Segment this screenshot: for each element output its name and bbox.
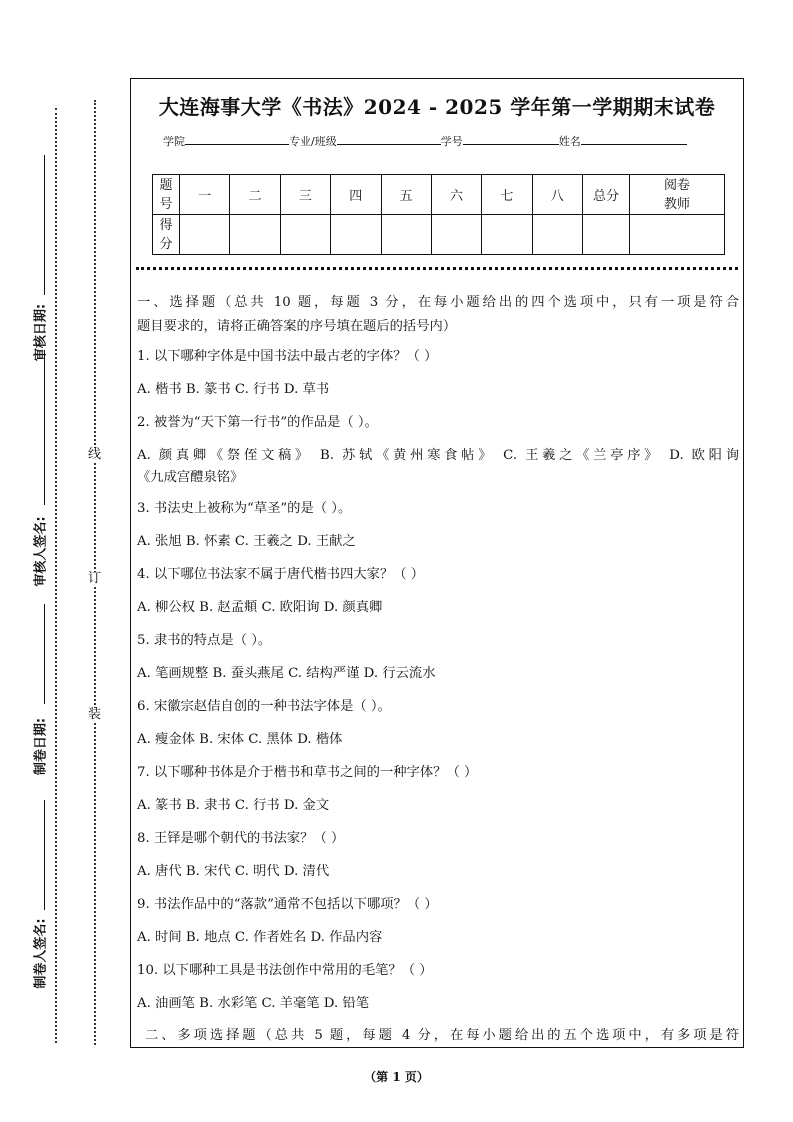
question-9: 9. 书法作品中的“落款”通常不包括以下哪项？（ ） [137,897,438,912]
col-8: 八 [532,175,582,215]
col-grader: 阅卷 教师 [630,175,725,215]
made-date-label: 制卷日期: [33,717,49,776]
question-8-options: A. 唐代 B. 宋代 C. 明代 D. 清代 [137,864,330,879]
question-3: 3. 书法史上被称为“草圣”的是（ ）。 [137,501,352,516]
question-4-options: A. 柳公权 B. 赵孟頫 C. 欧阳询 D. 颜真卿 [137,600,383,615]
binding-word-install: 装 [88,707,102,722]
score-cell[interactable] [230,215,280,255]
question-9-options: A. 时间 B. 地点 C. 作者姓名 D. 作品内容 [137,930,383,945]
col-5: 五 [381,175,431,215]
binding-word-bind: 订 [88,571,102,586]
score-cell[interactable] [331,215,381,255]
question-6-options: A. 瘦金体 B. 宋体 C. 黑体 D. 楷体 [137,732,343,747]
question-2-options: A. 颜真卿《祭侄文稿》 B. 苏轼《黄州寒食帖》 C. 王羲之《兰亭序》 D. 欧阳询 [137,448,739,463]
section1-heading-line1: 一、选择题（总共 10 题，每题 3 分，在每小题给出的四个选项中，只有一项是符合 [137,295,739,310]
row-header-number: 题 号 [153,175,180,215]
col-2: 二 [230,175,280,215]
question-6: 6. 宋徽宗赵佶自创的一种书法字体是（ ）。 [137,699,391,714]
student-id-label: 学号 [440,135,463,148]
inner-dotted-line [55,108,57,1043]
question-8: 8. 王铎是哪个朝代的书法家？（ ） [137,831,345,846]
made-date-line [44,604,45,704]
page-number: （第 1 页） [364,1070,429,1084]
major-class-label: 专业/班级 [289,135,337,148]
score-table [152,174,725,255]
score-cell[interactable] [180,215,230,255]
reviewer-sign-label: 审核人签名: [33,516,49,587]
college-label: 学院 [163,135,185,148]
maker-sign-label: 制卷人签名: [33,918,49,989]
question-7-options: A. 篆书 B. 隶书 C. 行书 D. 金文 [137,798,330,813]
maker-sign-line [44,800,45,910]
dotted-separator [136,267,738,270]
col-7: 七 [482,175,532,215]
score-cell-grader[interactable] [630,215,725,255]
reviewer-sign-line [44,350,45,505]
score-cell[interactable] [280,215,330,255]
question-10: 10. 以下哪种工具是书法创作中常用的毛笔？（ ） [137,963,433,978]
exam-frame [130,78,744,1048]
score-cell[interactable] [482,215,532,255]
col-total: 总分 [583,175,630,215]
major-class-blank[interactable] [337,134,441,145]
score-table-score-row [153,215,725,255]
section2-heading-line1: 二、多项选择题（总共 5 题，每题 4 分，在每小题给出的五个选项中，有多项是符 [145,1028,739,1043]
score-cell-total[interactable] [583,215,630,255]
review-date-label: 审核日期: [33,303,49,362]
question-10-options: A. 油画笔 B. 水彩笔 C. 羊毫笔 D. 铅笔 [137,996,370,1011]
question-1: 1. 以下哪种字体是中国书法中最古老的字体？（ ） [137,349,438,364]
score-cell[interactable] [431,215,481,255]
student-info-row [163,133,687,149]
binding-word-line: 线 [88,447,102,462]
col-3: 三 [280,175,330,215]
exam-title: 大连海事大学《书法》2024 - 2025 学年第一学期期末试卷 [158,95,716,119]
question-5-options: A. 笔画规整 B. 蚕头燕尾 C. 结构严谨 D. 行云流水 [137,666,436,681]
question-4: 4. 以下哪位书法家不属于唐代楷书四大家？（ ） [137,567,425,582]
student-id-blank[interactable] [463,134,559,145]
col-6: 六 [431,175,481,215]
college-blank[interactable] [185,134,289,145]
question-7: 7. 以下哪种书体是介于楷书和草书之间的一种字体？（ ） [137,765,478,780]
score-cell[interactable] [532,215,582,255]
review-date-line [44,155,45,295]
row-header-score: 得 分 [153,215,180,255]
col-4: 四 [331,175,381,215]
question-1-options: A. 楷书 B. 篆书 C. 行书 D. 草书 [137,382,330,397]
name-label: 姓名 [558,135,581,148]
name-blank[interactable] [581,134,687,145]
section1-heading-line2: 题目要求的，请将正确答案的序号填在题后的括号内） [137,319,457,334]
question-2-options-cont: 《九成宫醴泉铭》 [137,470,244,485]
question-2: 2. 被誉为“天下第一行书”的作品是（ ）。 [137,415,378,430]
question-5: 5. 隶书的特点是（ ）。 [137,633,272,648]
score-table-header-row [153,175,725,215]
score-cell[interactable] [381,215,431,255]
question-3-options: A. 张旭 B. 怀素 C. 王羲之 D. 王献之 [137,534,356,549]
col-1: 一 [180,175,230,215]
